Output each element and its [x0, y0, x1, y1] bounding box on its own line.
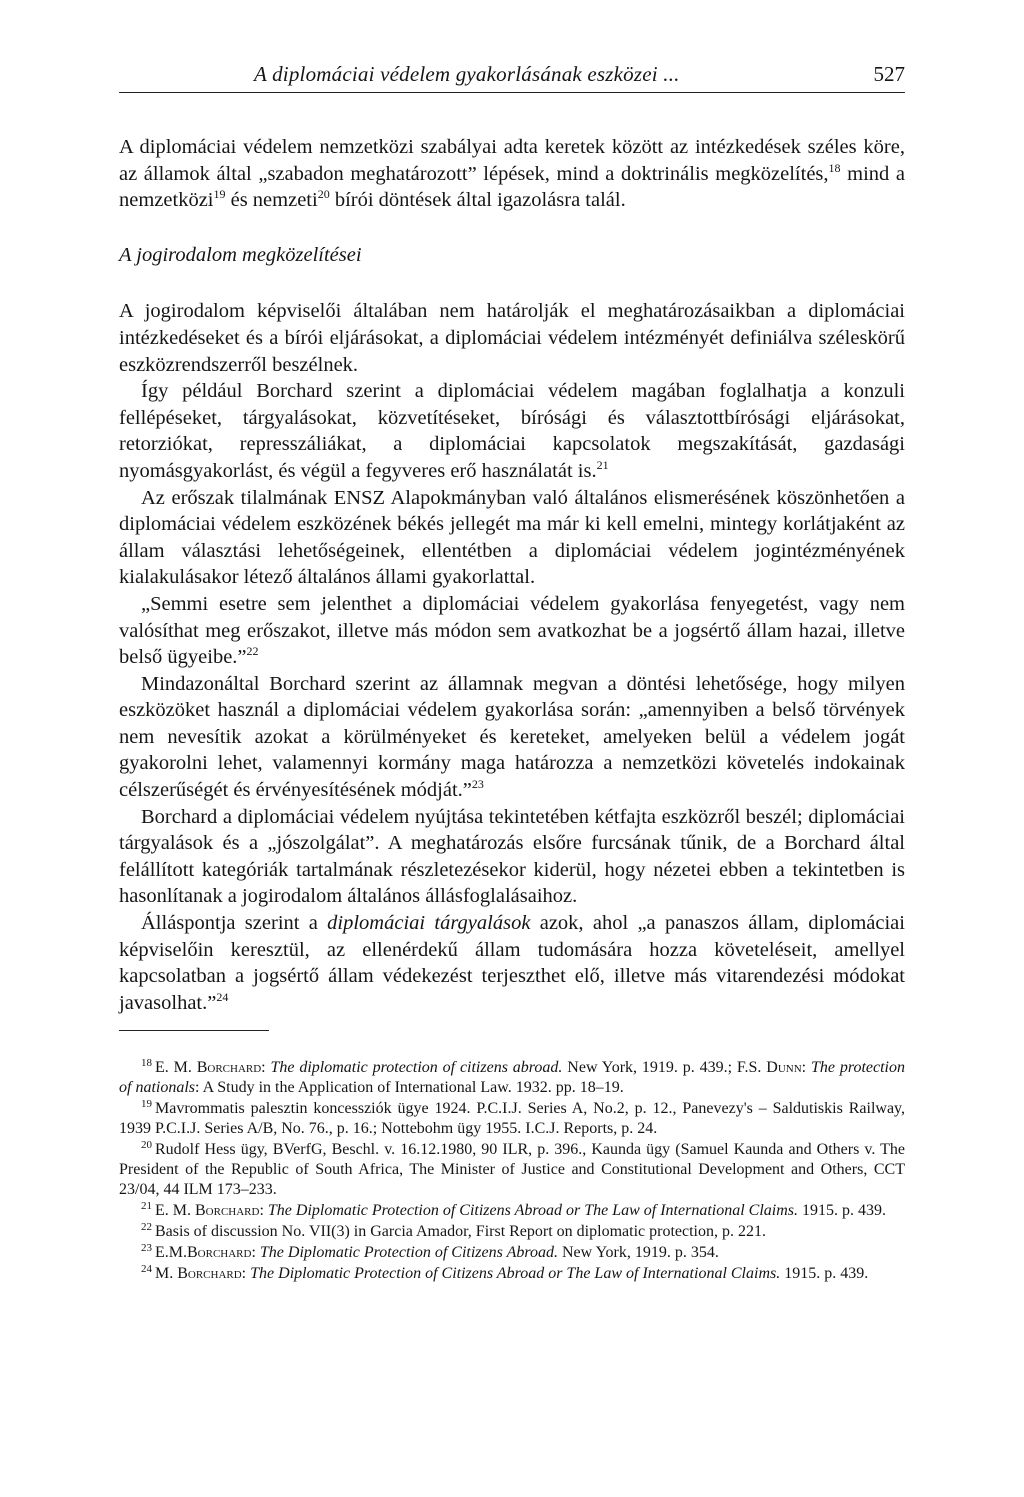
footnote-ref-18[interactable]: 18	[828, 160, 841, 175]
footnote-separator	[119, 1030, 269, 1031]
intro-paragraph: A diplomáciai védelem nemzetközi szabályai adta keretek között az intézkedések széles köre, az államok által „szabadon meghatározott” lépések, mind a doktrinális megközelítés,$^{18}$ mind a nemzetközi$^{19}$ és nemzeti$^{20}$ bírói döntések által igazolásra talál.	[119, 136, 905, 212]
footnote-ref-20[interactable]: 20	[317, 187, 330, 202]
footnote-ref-22[interactable]: 22	[246, 644, 259, 659]
emphasis-diplomatic-negotiations: diplomáciai tárgyalások	[327, 912, 531, 935]
footnote-ref-19[interactable]: 19	[213, 187, 226, 202]
footnote-ref-24[interactable]: 24	[216, 989, 229, 1004]
section-heading: A jogirodalom megközelítései	[119, 243, 362, 266]
paragraph-6: Borchard a diplomáciai védelem nyújtása tekintetében kétfajta eszközről beszél; diplomáciai tárgyalások és a „jószolgálat”. A meghatározás elsőre furcsának tűnik, de a Borchard által felállított kategóriák tartalmának részletezésekor kiderül, hogy nézetei ebben a tekintetben is hasonlítanak a jogirodalom általános állásfoglalásaihoz.	[119, 805, 905, 908]
footnote-23: $^{23}$ E.M.Borchard: The Diplomatic Protection of Citizens Abroad. New York, 1919. p. 354.	[141, 1242, 719, 1261]
footnote-ref-23[interactable]: 23	[471, 777, 484, 792]
page-number: 527	[873, 62, 905, 86]
footnote-18: $^{18}$ E. M. Borchard: The diplomatic protection of citizens abroad. New York, 1919. p. 439.; F.S. Dunn: The protection of nationals: A Study in the Application of International Law. 1932. pp. 18–19.	[119, 1057, 905, 1096]
footnotes	[119, 1058, 905, 1285]
paragraph-3: Az erőszak tilalmának ENSZ Alapokmányban való általános elismerésének köszönhetően a diplomáciai védelem eszközének békés jellegét ma már ki kell emelni, mintegy korlátjaként az állam választási lehetőségeinek, ellentétben a diplomáciai védelem jogintézményének kialakulásakor létező általános állami gyakorlattal.	[119, 486, 905, 589]
footnote-ref-21[interactable]: 21	[596, 457, 609, 472]
running-header	[119, 60, 905, 93]
footnote-22: $^{22}$ Basis of discussion No. VII(3) in Garcia Amador, First Report on diplomatic protection, p. 221.	[141, 1221, 766, 1240]
paragraph-7: Álláspontja szerint a diplomáciai tárgyalások azok, ahol „a panaszos állam, diplomáciai képviselőin keresztül, az ellenérdekű állam tudomására hozza követeléseit, amellyel kapcsolatban a jogsértő állam védekezést terjeszthet elő, illetve más vitarendezési módokat javasolhat.”$^{24}$	[119, 912, 905, 1014]
footnote-21: $^{21}$ E. M. Borchard: The Diplomatic Protection of Citizens Abroad or The Law of International Claims. 1915. p. 439.	[141, 1200, 886, 1219]
paragraph-5: Mindazonáltal Borchard szerint az államnak megvan a döntési lehetősége, hogy milyen eszközöket használ a diplomáciai védelem gyakorlása során: „amennyiben a belső törvények nem nevesítik azokat a körülményeket és kereteket, amelyeken belül a védelem jogát gyakorolni lehet, valamennyi kormány maga határozza a nemzetközi követelés indokainak célszerűségét és érvényesítésének módját.”$^{23}$	[119, 672, 905, 802]
paragraph-4-quote: „Semmi esetre sem jelenthet a diplomáciai védelem gyakorlása fenyegetést, vagy nem valósíthat meg erőszakot, illetve más módon sem avatkozhat be a jogsértő állam hazai, illetve belső ügyeibe.”$^{22}$	[119, 592, 905, 669]
footnote-20: $^{20}$ Rudolf Hess ügy, BVerfG, Beschl. v. 16.12.1980, 90 ILR, p. 396., Kaunda ügy (Samuel Kaunda and Others v. The President of the Republic of South Africa, The Minister of Justice and Constitutional Development and Others, CCT 23/04, 44 ILM 173–233.	[119, 1139, 905, 1198]
paragraph-1: A jogirodalom képviselői általában nem határolják el meghatározásaikban a diplomáciai intézkedéseket és a bírói eljárásokat, a diplomáciai védelem intézményét definiálva széleskörű eszközrendszerről beszélnek.	[119, 300, 905, 376]
footnote-24: $^{24}$ M. Borchard: The Diplomatic Protection of Citizens Abroad or The Law of International Claims. 1915. p. 439.	[141, 1263, 869, 1282]
paragraph-2: Így például Borchard szerint a diplomáciai védelem magában foglalhatja a konzuli fellépéseket, tárgyalásokat, közvetítéseket, bírósági és választottbírósági eljárásokat, retorziókat, represszáliákat, a diplomáciai kapcsolatok megszakítását, gazdasági nyomásgyakorlást, és végül a fegyveres erő használatát is.$^{21}$	[119, 380, 905, 482]
running-title: A diplomáciai védelem gyakorlásának eszközei ...	[254, 62, 680, 86]
body-text	[119, 134, 905, 1016]
footnote-19: $^{19}$ Mavrommatis palesztin koncessziók ügye 1924. P.C.I.J. Series A, No.2, p. 12., Panevezy's – Saldutiskis Railway, 1939 P.C.I.J. Series A/B, No. 76., p. 16.; Nottebohm ügy 1955. I.C.J. Reports, p. 24.	[119, 1098, 905, 1137]
